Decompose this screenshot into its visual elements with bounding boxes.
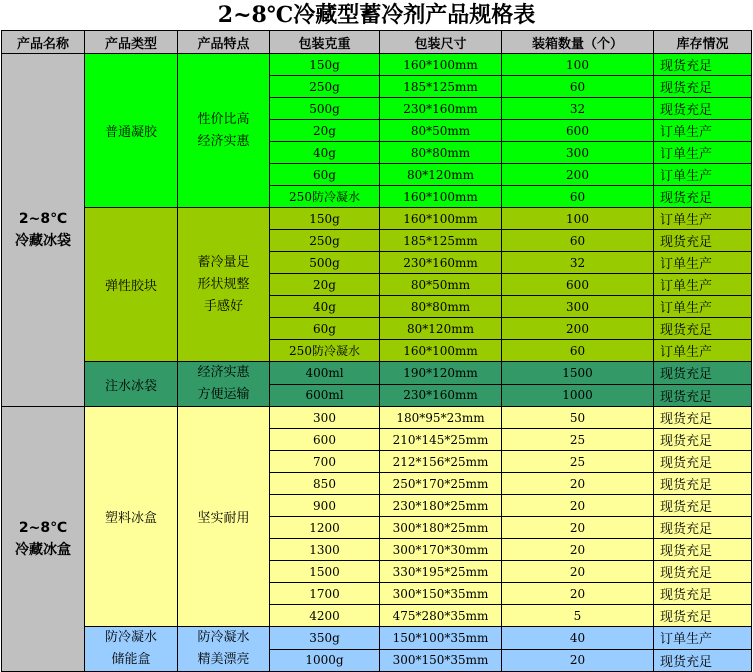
feature-line: 精美漂亮 <box>197 652 250 667</box>
product-feature-water-bag <box>178 362 270 407</box>
stock-cell: 现货充足 <box>654 98 752 120</box>
weight-cell: 60g <box>270 318 380 340</box>
stock-cell: 现货充足 <box>654 605 752 627</box>
weight-cell: 250防冷凝水 <box>270 186 380 208</box>
qty-cell: 20 <box>502 473 654 495</box>
stock-cell: 现货充足 <box>654 539 752 561</box>
qty-cell: 600 <box>502 120 654 142</box>
stock-cell: 现货充足 <box>654 429 752 451</box>
weight-cell: 250g <box>270 230 380 252</box>
size-cell: 150*100*35mm <box>380 627 502 650</box>
weight-cell: 250防冷凝水 <box>270 340 380 362</box>
product-type-plastic-box: 塑料冰盒 <box>85 407 178 627</box>
stock-cell: 现货充足 <box>654 451 752 473</box>
feature-line: 形状规整 <box>197 276 250 292</box>
qty-cell: 100 <box>502 208 654 230</box>
qty-cell: 60 <box>502 340 654 362</box>
stock-cell: 现货充足 <box>654 230 752 252</box>
weight-cell: 40g <box>270 142 380 164</box>
table-row <box>2 208 752 230</box>
feature-line: 手感好 <box>203 298 243 314</box>
qty-cell: 32 <box>502 252 654 274</box>
table-row <box>2 54 752 76</box>
size-cell: 80*80mm <box>380 296 502 318</box>
product-type-normal-gel: 普通凝胶 <box>85 54 178 208</box>
product-type-elastic-gel: 弹性胶块 <box>85 208 178 362</box>
weight-cell: 600 <box>270 429 380 451</box>
weight-cell: 20g <box>270 120 380 142</box>
weight-cell: 500g <box>270 98 380 120</box>
product-name-line: 2~8℃ <box>18 520 68 536</box>
product-type-line: 防冷凝水 <box>104 630 157 645</box>
qty-cell: 1500 <box>502 362 654 385</box>
feature-line: 经济实惠 <box>197 365 250 380</box>
qty-cell: 5 <box>502 605 654 627</box>
stock-cell: 现货充足 <box>654 495 752 517</box>
size-cell: 80*120mm <box>380 318 502 340</box>
product-feature-normal-gel <box>178 54 270 208</box>
weight-cell: 20g <box>270 274 380 296</box>
weight-cell: 400ml <box>270 362 380 385</box>
size-cell: 185*125mm <box>380 230 502 252</box>
feature-line: 经济实惠 <box>197 133 250 149</box>
size-cell: 160*100mm <box>380 208 502 230</box>
size-cell: 212*156*25mm <box>380 451 502 473</box>
size-cell: 80*50mm <box>380 274 502 296</box>
qty-cell: 60 <box>502 76 654 98</box>
qty-cell: 32 <box>502 98 654 120</box>
weight-cell: 1200 <box>270 517 380 539</box>
size-cell: 80*50mm <box>380 120 502 142</box>
product-feature-anticondense-box <box>178 627 270 672</box>
qty-cell: 20 <box>502 495 654 517</box>
header-product-feature: 产品特点 <box>178 31 270 54</box>
weight-cell: 1700 <box>270 583 380 605</box>
size-cell: 230*160mm <box>380 384 502 407</box>
page-title: 2~8℃冷藏型蓄冷剂产品规格表 <box>217 2 536 28</box>
weight-cell: 1000g <box>270 649 380 672</box>
product-feature-plastic-box: 坚实耐用 <box>178 407 270 627</box>
spec-table <box>1 30 752 672</box>
size-cell: 160*100mm <box>380 340 502 362</box>
qty-cell: 50 <box>502 407 654 429</box>
stock-cell: 现货充足 <box>654 583 752 605</box>
size-cell: 300*150*35mm <box>380 649 502 672</box>
header-row <box>2 31 752 54</box>
weight-cell: 4200 <box>270 605 380 627</box>
weight-cell: 1500 <box>270 561 380 583</box>
qty-cell: 300 <box>502 142 654 164</box>
size-cell: 230*160mm <box>380 98 502 120</box>
stock-cell: 现货充足 <box>654 517 752 539</box>
qty-cell: 100 <box>502 54 654 76</box>
stock-cell: 现货充足 <box>654 384 752 407</box>
header-package-weight: 包装克重 <box>270 31 380 54</box>
size-cell: 190*120mm <box>380 362 502 385</box>
header-package-size: 包装尺寸 <box>380 31 502 54</box>
stock-cell: 现货充足 <box>654 76 752 98</box>
product-type-line: 储能盒 <box>111 652 151 667</box>
weight-cell: 350g <box>270 627 380 650</box>
table-row <box>2 407 752 429</box>
size-cell: 330*195*25mm <box>380 561 502 583</box>
size-cell: 180*95*23mm <box>380 407 502 429</box>
qty-cell: 300 <box>502 296 654 318</box>
product-type-water-bag: 注水冰袋 <box>85 362 178 407</box>
weight-cell: 600ml <box>270 384 380 407</box>
stock-cell: 订单生产 <box>654 340 752 362</box>
size-cell: 475*280*35mm <box>380 605 502 627</box>
size-cell: 160*100mm <box>380 186 502 208</box>
header-product-name: 产品名称 <box>2 31 85 54</box>
stock-cell: 订单生产 <box>654 120 752 142</box>
feature-line: 性价比高 <box>197 111 250 127</box>
table-row <box>2 362 752 385</box>
weight-cell: 300 <box>270 407 380 429</box>
stock-cell: 现货充足 <box>654 407 752 429</box>
qty-cell: 200 <box>502 318 654 340</box>
weight-cell: 250g <box>270 76 380 98</box>
feature-line: 蓄冷量足 <box>197 254 250 270</box>
product-type-anticondense-box <box>85 627 178 672</box>
weight-cell: 900 <box>270 495 380 517</box>
stock-cell: 现货充足 <box>654 362 752 385</box>
stock-cell: 现货充足 <box>654 54 752 76</box>
size-cell: 80*120mm <box>380 164 502 186</box>
table-row <box>2 627 752 650</box>
stock-cell: 现货充足 <box>654 561 752 583</box>
weight-cell: 850 <box>270 473 380 495</box>
stock-cell: 订单生产 <box>654 252 752 274</box>
product-name-ice-bag <box>2 54 85 407</box>
header-box-quantity: 装箱数量（个） <box>502 31 654 54</box>
stock-cell: 订单生产 <box>654 296 752 318</box>
qty-cell: 20 <box>502 583 654 605</box>
stock-cell: 订单生产 <box>654 274 752 296</box>
qty-cell: 20 <box>502 539 654 561</box>
size-cell: 300*180*25mm <box>380 517 502 539</box>
size-cell: 160*100mm <box>380 54 502 76</box>
stock-cell: 现货充足 <box>654 473 752 495</box>
size-cell: 300*170*30mm <box>380 539 502 561</box>
weight-cell: 40g <box>270 296 380 318</box>
qty-cell: 20 <box>502 649 654 672</box>
header-stock-status: 库存情况 <box>654 31 752 54</box>
qty-cell: 60 <box>502 230 654 252</box>
qty-cell: 20 <box>502 517 654 539</box>
weight-cell: 1300 <box>270 539 380 561</box>
product-feature-elastic-gel <box>178 208 270 362</box>
size-cell: 230*160mm <box>380 252 502 274</box>
size-cell: 250*170*25mm <box>380 473 502 495</box>
stock-cell: 订单生产 <box>654 164 752 186</box>
stock-cell: 现货充足 <box>654 318 752 340</box>
header-product-type: 产品类型 <box>85 31 178 54</box>
qty-cell: 200 <box>502 164 654 186</box>
weight-cell: 500g <box>270 252 380 274</box>
stock-cell: 现货充足 <box>654 649 752 672</box>
weight-cell: 150g <box>270 54 380 76</box>
size-cell: 80*80mm <box>380 142 502 164</box>
qty-cell: 25 <box>502 451 654 473</box>
qty-cell: 20 <box>502 561 654 583</box>
product-name-line: 2~8℃ <box>18 211 68 227</box>
stock-cell: 订单生产 <box>654 208 752 230</box>
qty-cell: 40 <box>502 627 654 650</box>
qty-cell: 25 <box>502 429 654 451</box>
qty-cell: 600 <box>502 274 654 296</box>
size-cell: 185*125mm <box>380 76 502 98</box>
qty-cell: 60 <box>502 186 654 208</box>
weight-cell: 60g <box>270 164 380 186</box>
size-cell: 230*180*25mm <box>380 495 502 517</box>
size-cell: 300*150*35mm <box>380 583 502 605</box>
size-cell: 210*145*25mm <box>380 429 502 451</box>
qty-cell: 1000 <box>502 384 654 407</box>
feature-line: 方便运输 <box>197 387 250 402</box>
weight-cell: 150g <box>270 208 380 230</box>
stock-cell: 现货充足 <box>654 186 752 208</box>
product-name-line: 冷藏冰袋 <box>15 233 71 249</box>
product-name-line: 冷藏冰盒 <box>15 542 71 558</box>
stock-cell: 订单生产 <box>654 627 752 650</box>
product-name-ice-box <box>2 407 85 672</box>
weight-cell: 700 <box>270 451 380 473</box>
feature-line: 防冷凝水 <box>197 630 250 645</box>
stock-cell: 订单生产 <box>654 142 752 164</box>
